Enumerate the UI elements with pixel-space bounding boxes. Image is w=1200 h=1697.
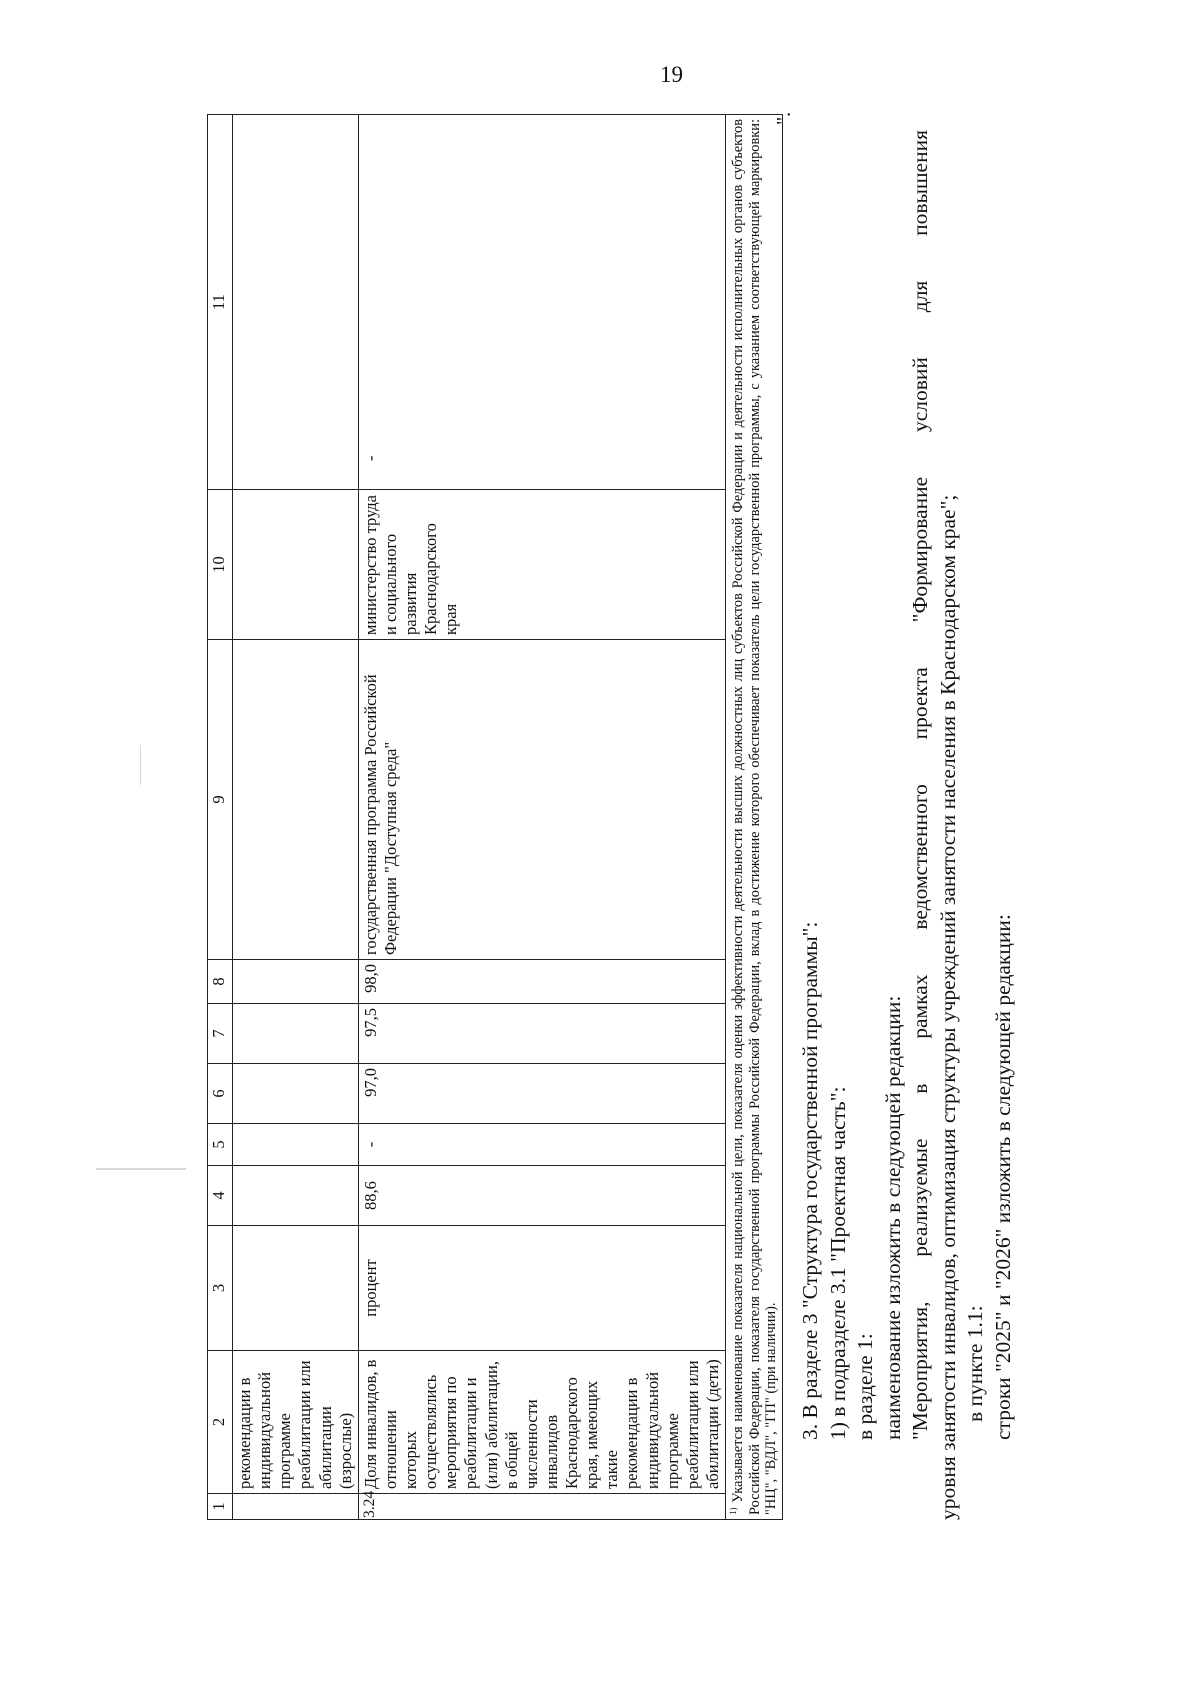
scan-artifact [140, 745, 141, 785]
column-number: 3 [208, 1226, 233, 1351]
dash-value: - [360, 455, 380, 461]
responsible-cell: министерство труда и социального развития Краснодарского края [358, 490, 725, 640]
indicators-table [207, 114, 783, 1520]
value-cell-col7: 97,5 [358, 1004, 725, 1064]
table-cell [233, 1124, 359, 1166]
value-cell-col5: - [358, 1124, 725, 1166]
column-number: 10 [208, 490, 233, 640]
column-number: 2 [208, 1351, 233, 1494]
column-number: 1 [208, 1494, 233, 1520]
column-number-row [208, 115, 233, 1520]
column-number: 4 [208, 1166, 233, 1226]
value-cell-col4: 88,6 [358, 1166, 725, 1226]
paragraph-new-name-line2: уровня занятости инвалидов, оптимизация структуры учреждений занятости населения в Краснодарском крае"; [935, 494, 960, 1520]
unit-cell: процент [358, 1226, 725, 1351]
value-cell-col11 [358, 115, 725, 490]
footnote-row [726, 115, 783, 1520]
table-cell [233, 115, 359, 490]
paragraph-section-3: 3. В разделе 3 "Структура государственной программы": [798, 921, 822, 1440]
closing-quote: ". [773, 111, 795, 125]
indicator-name: Доля инвалидов, в отношении которых осуществлялись мероприятия по реабилитации и (или) абилитации, в общей численности инвалидов Краснодарского края, имеющих такие рекомендации в индивидуальной программе реабилитации или абилитации (дети) [358, 1351, 725, 1494]
table-cell [233, 640, 359, 960]
indicator-name-continued: рекомендации в индивидуальной программе реабилитации или абилитации (взрослые) [233, 1351, 359, 1494]
value-cell-col6: 97,0 [358, 1064, 725, 1124]
amendment-text [797, 130, 1017, 1520]
column-number: 11 [208, 115, 233, 490]
paragraph-point-1-1: в пункте 1.1: [963, 1305, 988, 1422]
table-cell [233, 490, 359, 640]
table-cell [233, 960, 359, 1004]
paragraph-subsection-3-1: 1) в подразделе 3.1 "Проектная часть": [825, 1086, 850, 1440]
paragraph-rows-edit: строки "2025" и "2026" изложить в следующей редакции: [990, 914, 1015, 1440]
paragraph-name-edit: наименование изложить в следующей редакции: [880, 995, 905, 1440]
column-number: 5 [208, 1124, 233, 1166]
column-number: 8 [208, 960, 233, 1004]
paragraph-section-1: в разделе 1: [853, 1333, 878, 1440]
table-cell [233, 1004, 359, 1064]
table-cell [233, 1494, 359, 1520]
program-cell: государственная программа Российской Федерации "Доступная среда" [358, 640, 725, 960]
table-row-continued [233, 115, 359, 1520]
table-cell [233, 1226, 359, 1351]
column-number: 6 [208, 1064, 233, 1124]
footnote-cell [726, 115, 783, 1520]
footnote-marker: 1) [728, 1507, 738, 1515]
column-number: 7 [208, 1004, 233, 1064]
table-row-3-24 [358, 115, 725, 1520]
row-number: 3.24 [358, 1494, 725, 1520]
page-number: 19 [660, 62, 683, 87]
rotated-landscape-content [175, 110, 1065, 1520]
table-cell [233, 1166, 359, 1226]
footnote-text: Указывается наименование показателя национальной цели, показателя оценки эффективности деятельности высших должностных лиц субъектов Российской Федерации и деятельности исполнительных органов субъектов Российской Федерации, показателя государственной программы Российской Федерации, вклад в достижение которого обеспечивает показатель цели государственной программы, с указанием соответствующей маркировки: "НЦ", "ВДЛ", "ГП" (при наличии). [729, 119, 780, 1515]
column-number: 9 [208, 640, 233, 960]
table-cell [233, 1064, 359, 1124]
value-cell-col8: 98,0 [358, 960, 725, 1004]
paragraph-new-name-line1: "Мероприятия, реализуемые в рамках ведомственного проекта "Формирование условий для повышения [908, 130, 933, 1440]
scan-artifact [96, 1168, 186, 1170]
